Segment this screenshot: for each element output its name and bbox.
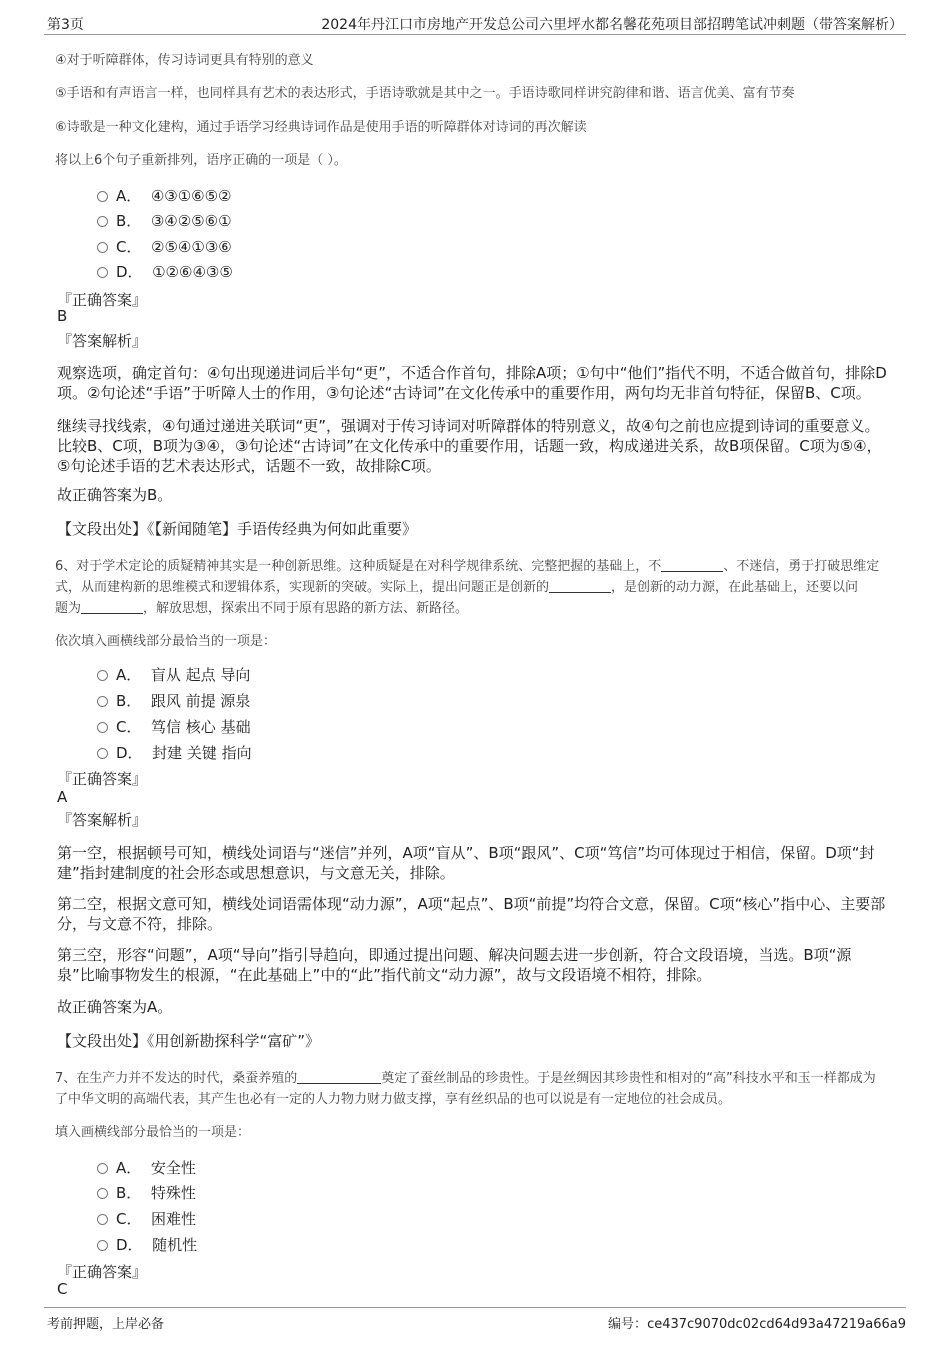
answer-label: 『正确答案』 [57,291,148,309]
option-c[interactable]: C． 困难性 [97,1208,196,1229]
option-b[interactable]: B． ③④②⑤⑥① [97,210,232,231]
radio-icon[interactable] [97,1163,108,1174]
radio-icon[interactable] [97,722,108,733]
radio-icon[interactable] [97,1240,108,1251]
analysis-label: 『答案解析』 [57,332,148,350]
answer-value: B [57,307,68,325]
question-stem: 式，从而建构新的思维模式和逻辑体系，实现新的突破。实际上，提出问题正是创新的 ，是创新的动力源，在此基础上，还要以问 [55,580,859,595]
option-d[interactable]: D． ①②⑥④③⑤ [97,261,233,282]
radio-icon[interactable] [97,696,108,707]
question-stem: 题为 ，解放思想，探索出不同于原有思路的新方法、新路径。 [55,601,469,616]
document-title: 2024年丹江口市房地产开发总公司六里坪水都名馨花苑项目部招聘笔试冲刺题（带答案解析） [321,17,903,33]
analysis-paragraph: 第一空，根据顿号可知，横线处词语与“迷信”并列，A项“盲从”、B项“跟风”、C项“笃信”均可体现过于相信，保留。D项“封建”指封建制度的社会形态或思想意识，与文意无关，排除。 [57,844,875,882]
fill-blank [297,1071,381,1084]
question-prompt: 依次填入画横线部分最恰当的一项是： [55,634,277,649]
radio-icon[interactable] [97,191,108,202]
option-a[interactable]: A． ④③①⑥⑤② [97,185,232,206]
answer-label: 『正确答案』 [57,770,148,788]
answer-value: C [57,1280,68,1298]
option-d[interactable]: D． 随机性 [97,1234,197,1255]
fill-blank [661,559,723,572]
footer-divider [44,1307,906,1308]
option-b[interactable]: B． 特殊性 [97,1182,196,1203]
radio-icon[interactable] [97,1188,108,1199]
option-b[interactable]: B． 跟风 前提 源泉 [97,690,250,711]
radio-icon[interactable] [97,1214,108,1225]
fill-blank [549,580,611,593]
question-stem: 6、对于学术定论的质疑精神其实是一种创新思维。这种质疑是在对科学规律系统、完整把握的基础上，不 、不迷信，勇于打破思维定 [55,559,880,574]
question-stem: 了中华文明的高端代表，其产生也必有一定的人力物力财力做支撑，享有丝织品的也可以说是有一定地位的社会成员。 [55,1092,732,1107]
analysis-conclusion: 故正确答案为A。 [57,998,173,1016]
analysis-paragraph: 第三空，形容“问题”，A项“导向”指引导趋向，即通过提出问题、解决问题去进一步创新，符合文段语境，当选。B项“源泉”比喻事物发生的根源，“在此基础上”中的“此”指代前文“动力源”，故与文段语境不相符，排除。 [57,946,852,984]
source-citation: 【文段出处】《用创新勘探科学“富矿”》 [57,1032,321,1050]
question-stem: 7、在生产力并不发达的时代，桑蚕养殖的 奠定了蚕丝制品的珍贵性。于是丝绸因其珍贵性和相对的“高”科技水平和玉一样都成为 [55,1071,876,1086]
question-prompt: 将以上6个句子重新排列，语序正确的一项是（ ）。 [55,153,347,168]
header-divider [44,34,906,35]
source-citation: 【文段出处】《【新闻随笔】手语传经典为何如此重要》 [57,520,418,538]
document-code: 编号：ce437c9070dc02cd64d93a47219a66a9 [608,1317,906,1332]
option-c[interactable]: C． 笃信 核心 基础 [97,716,251,737]
option-c[interactable]: C． ②⑤④①③⑥ [97,236,232,257]
analysis-label: 『答案解析』 [57,811,148,829]
analysis-conclusion: 故正确答案为B。 [57,486,173,504]
sentence-5: ⑤手语和有声语言一样，也同样具有艺术的表达形式，手语诗歌就是其中之一。手语诗歌同样讲究韵律和谐、语言优美、富有节奏 [55,86,795,101]
analysis-paragraph: 第二空，根据文意可知，横线处词语需体现“动力源”，A项“起点”、B项“前提”均符合文意，保留。C项“核心”指中心、主要部分，与文意不符，排除。 [57,895,886,933]
radio-icon[interactable] [97,748,108,759]
option-a[interactable]: A． 安全性 [97,1157,196,1178]
answer-label: 『正确答案』 [57,1263,148,1281]
page-number: 第3页 [47,17,84,33]
answer-value: A [57,788,68,806]
option-a[interactable]: A． 盲从 起点 导向 [97,664,250,685]
footer-slogan: 考前押题，上岸必备 [47,1317,165,1332]
radio-icon[interactable] [97,216,108,227]
question-prompt: 填入画横线部分最恰当的一项是： [55,1125,251,1140]
radio-icon[interactable] [97,242,108,253]
analysis-paragraph: 观察选项，确定首句：④句出现递进词后半句“更”，不适合作首句，排除A项；①句中“他们”指代不明，不适合做首句，排除D项。②句论述“手语”于听障人士的作用，③句论述“古诗词”在文化传承中的重要作用，两句均无非首句特征，保留B、C项。 [57,364,887,402]
option-d[interactable]: D． 封建 关键 指向 [97,742,252,763]
sentence-6: ⑥诗歌是一种文化建构，通过手语学习经典诗词作品是使用手语的听障群体对诗词的再次解读 [55,120,587,135]
analysis-paragraph: 继续寻找线索，④句通过递进关联词“更”，强调对于传习诗词对听障群体的特别意义，故④句之前也应提到诗词的重要意义。比较B、C项，B项为③④，③句论述“古诗词”在文化传承中的重要作用，话题一致，构成递进关系，故B项保留。C项为⑤④，⑤句论述手语的艺术表达形式，话题不一致，故排除C项。 [57,417,882,475]
sentence-4: ④对于听障群体，传习诗词更具有特别的意义 [55,53,314,68]
radio-icon[interactable] [97,670,108,681]
fill-blank [81,601,143,614]
radio-icon[interactable] [97,267,108,278]
